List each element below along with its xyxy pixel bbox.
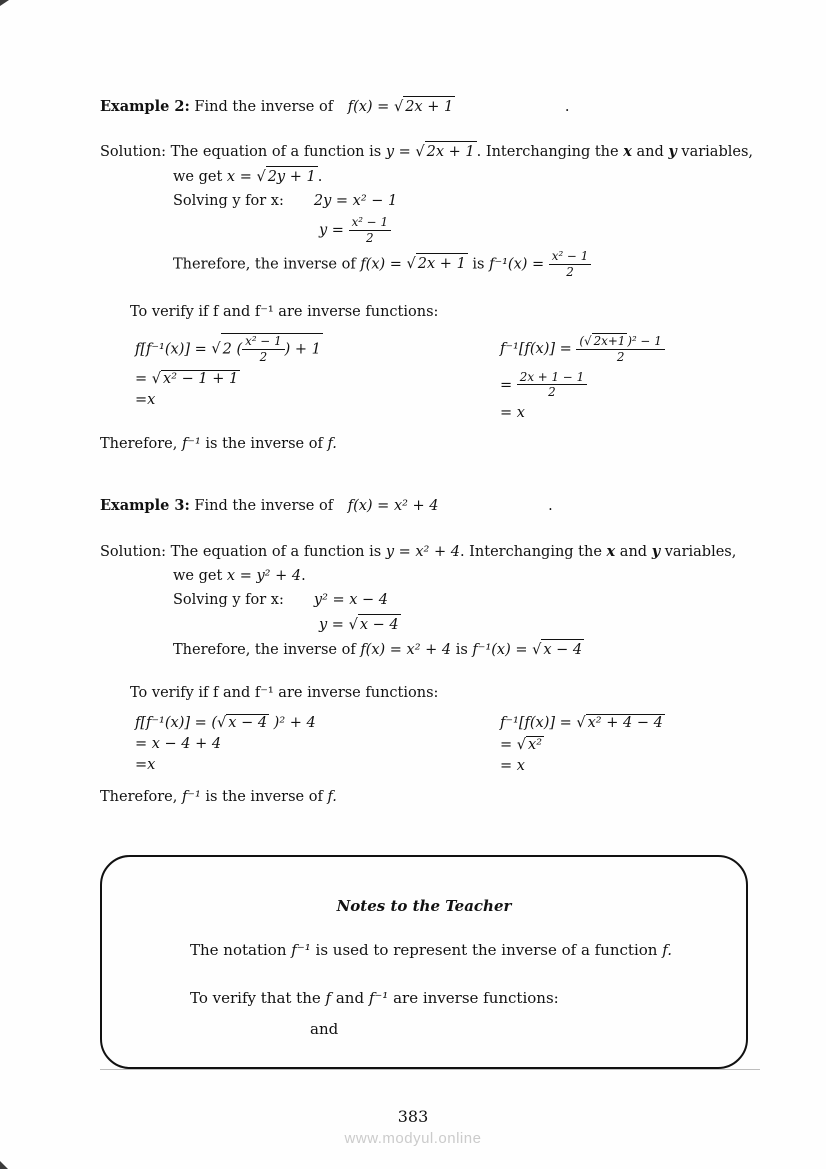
sqrt-radical: √ 2x+1: [584, 333, 626, 348]
fraction: $\frac{2x + 1 - 1}{2}$: [517, 370, 587, 401]
example2-function: f(x) = √ 2x + 1: [348, 99, 455, 115]
notes-paragraph-2: To verify that the f and f⁻¹ are inverse functions:: [190, 989, 559, 1008]
verify-left-line1: f[f⁻¹(x)] = (√ x − 4 )² + 4: [135, 714, 316, 731]
solution-line-1: Solution: The equation of a function is y = √ 2x + 1 . Interchanging the x and y variables,: [100, 141, 760, 163]
verify-left-column: [135, 328, 500, 426]
sqrt-radical: √ 2x + 1: [394, 99, 455, 115]
example3-prompt: Find the inverse of: [189, 498, 334, 515]
step-solve: Solving y for x: y² = x − 4: [173, 591, 389, 608]
sqrt-radical: √ 2 ( $\frac{\text{x² − 1}}{2}$ ) + 1: [211, 333, 321, 364]
example2-label: Example 2:: [100, 98, 190, 115]
example2-heading: [100, 96, 760, 117]
y-variable: y: [651, 542, 661, 560]
step-interchange: we get x = y² + 4.: [173, 567, 306, 584]
verify-right-column: [500, 709, 760, 779]
sqrt-radical: √ 2y + 1: [256, 169, 317, 185]
example3-verify-heading: To verify if f and f⁻¹ are inverse functions:: [130, 684, 439, 701]
step-fraction: y = $\frac{\text{x² − 1}}{2}$: [319, 215, 760, 246]
fraction: $\frac{\text{x² − 1}}{2}$: [549, 249, 592, 280]
fraction: $\frac{\text{x² − 1}}{2}$: [349, 215, 392, 246]
step-therefore: Therefore, the inverse of f(x) = x² + 4 is f⁻¹(x) = √ x − 4: [173, 639, 760, 661]
sqrt-radical: √ x²: [516, 736, 543, 753]
example2-verify-heading: To verify if f and f⁻¹ are inverse functions:: [130, 303, 439, 320]
sqrt-radical: √ 2x + 1: [407, 256, 468, 272]
scan-artifact-bottom-left: [0, 1161, 8, 1169]
x-variable: x: [606, 542, 616, 560]
solution-line-1: Solution: The equation of a function is y = x² + 4. Interchanging the x and y variables,: [100, 542, 737, 560]
verify-right-line2: = $\frac{2x + 1 - 1}{2}$: [500, 370, 760, 401]
blank-period: .: [564, 99, 570, 115]
watermark-site: www.modyul.online: [344, 1130, 482, 1147]
step-solve: Solving y for x: 2y = x² − 1: [173, 193, 398, 210]
example3-label: Example 3:: [100, 497, 190, 515]
notes-paragraph-1: The notation f⁻¹ is used to represent the inverse of a function f.: [190, 940, 673, 959]
verify-right-column: [500, 328, 760, 426]
verify-left-line2: = x − 4 + 4: [135, 735, 222, 752]
solution-steps: [173, 166, 760, 279]
notes-and: and: [310, 1019, 339, 1038]
verify-left-line3: =x: [135, 756, 156, 773]
verify-right-line3: = x: [500, 757, 525, 774]
example3-conclusion: Therefore, f⁻¹ is the inverse of f.: [100, 788, 337, 805]
blank-period: .: [548, 498, 553, 515]
page-number: 383: [397, 1107, 429, 1126]
x-variable: x: [623, 143, 632, 161]
example2-verification: [135, 328, 760, 426]
sqrt-radical: √ x² + 4 − 4: [576, 714, 663, 731]
verify-left-line3: =x: [135, 391, 156, 408]
page-footer: [0, 1107, 826, 1147]
verify-right-line1: f⁻¹[f(x)] = $\frac{\text{(√ 2x+1 )² − 1}}{2}$: [500, 333, 760, 365]
step-interchange: we get x = √ 2y + 1 .: [173, 166, 760, 188]
sqrt-radical: √ x − 4: [217, 714, 268, 731]
verify-right-line2: = √ x²: [500, 736, 543, 753]
verify-right-line3: = x: [500, 405, 525, 422]
y-variable: y: [668, 143, 677, 161]
sqrt-radical: √ x − 4: [532, 642, 584, 658]
verify-left-column: [135, 709, 500, 779]
example2-prompt: Find the inverse of: [189, 99, 334, 115]
fraction: $\frac{\text{x² − 1}}{2}$: [242, 334, 285, 365]
notes-title: Notes to the Teacher: [336, 896, 512, 915]
step-radical: y = √ x − 4: [319, 614, 760, 636]
sqrt-radical: √ x² − 1 + 1: [151, 370, 239, 387]
example3-verification: [135, 709, 760, 779]
step-therefore: Therefore, the inverse of f(x) = √ 2x + 1 is f⁻¹(x) = $\frac{\text{x² − 1}}{2}$: [173, 249, 760, 280]
verify-left-line1: f[f⁻¹(x)] = √ 2 ( $\frac{\text{x² − 1}}{2}$ ) + 1: [135, 333, 321, 364]
verify-right-line1: f⁻¹[f(x)] = √ x² + 4 − 4: [500, 714, 663, 731]
notes-to-teacher-box: [100, 855, 748, 1069]
sqrt-radical: √ x − 4: [349, 617, 401, 633]
example3-function: f(x) = x² + 4: [347, 498, 439, 515]
solution-steps: [173, 566, 760, 661]
sqrt-radical: √ 2x + 1: [415, 144, 476, 160]
verify-left-line2: = √ x² − 1 + 1: [135, 370, 239, 387]
scan-artifact-top-left: [0, 0, 9, 6]
example3-heading: [100, 496, 760, 516]
fraction: $\frac{\text{(√ 2x+1 )² − 1}}{2}$: [576, 333, 664, 365]
example2-solution: [100, 141, 760, 279]
scan-artifact-bottom-edge: [100, 1069, 760, 1070]
example3-solution: [100, 541, 760, 661]
example2-conclusion: Therefore, f⁻¹ is the inverse of f.: [100, 436, 337, 453]
